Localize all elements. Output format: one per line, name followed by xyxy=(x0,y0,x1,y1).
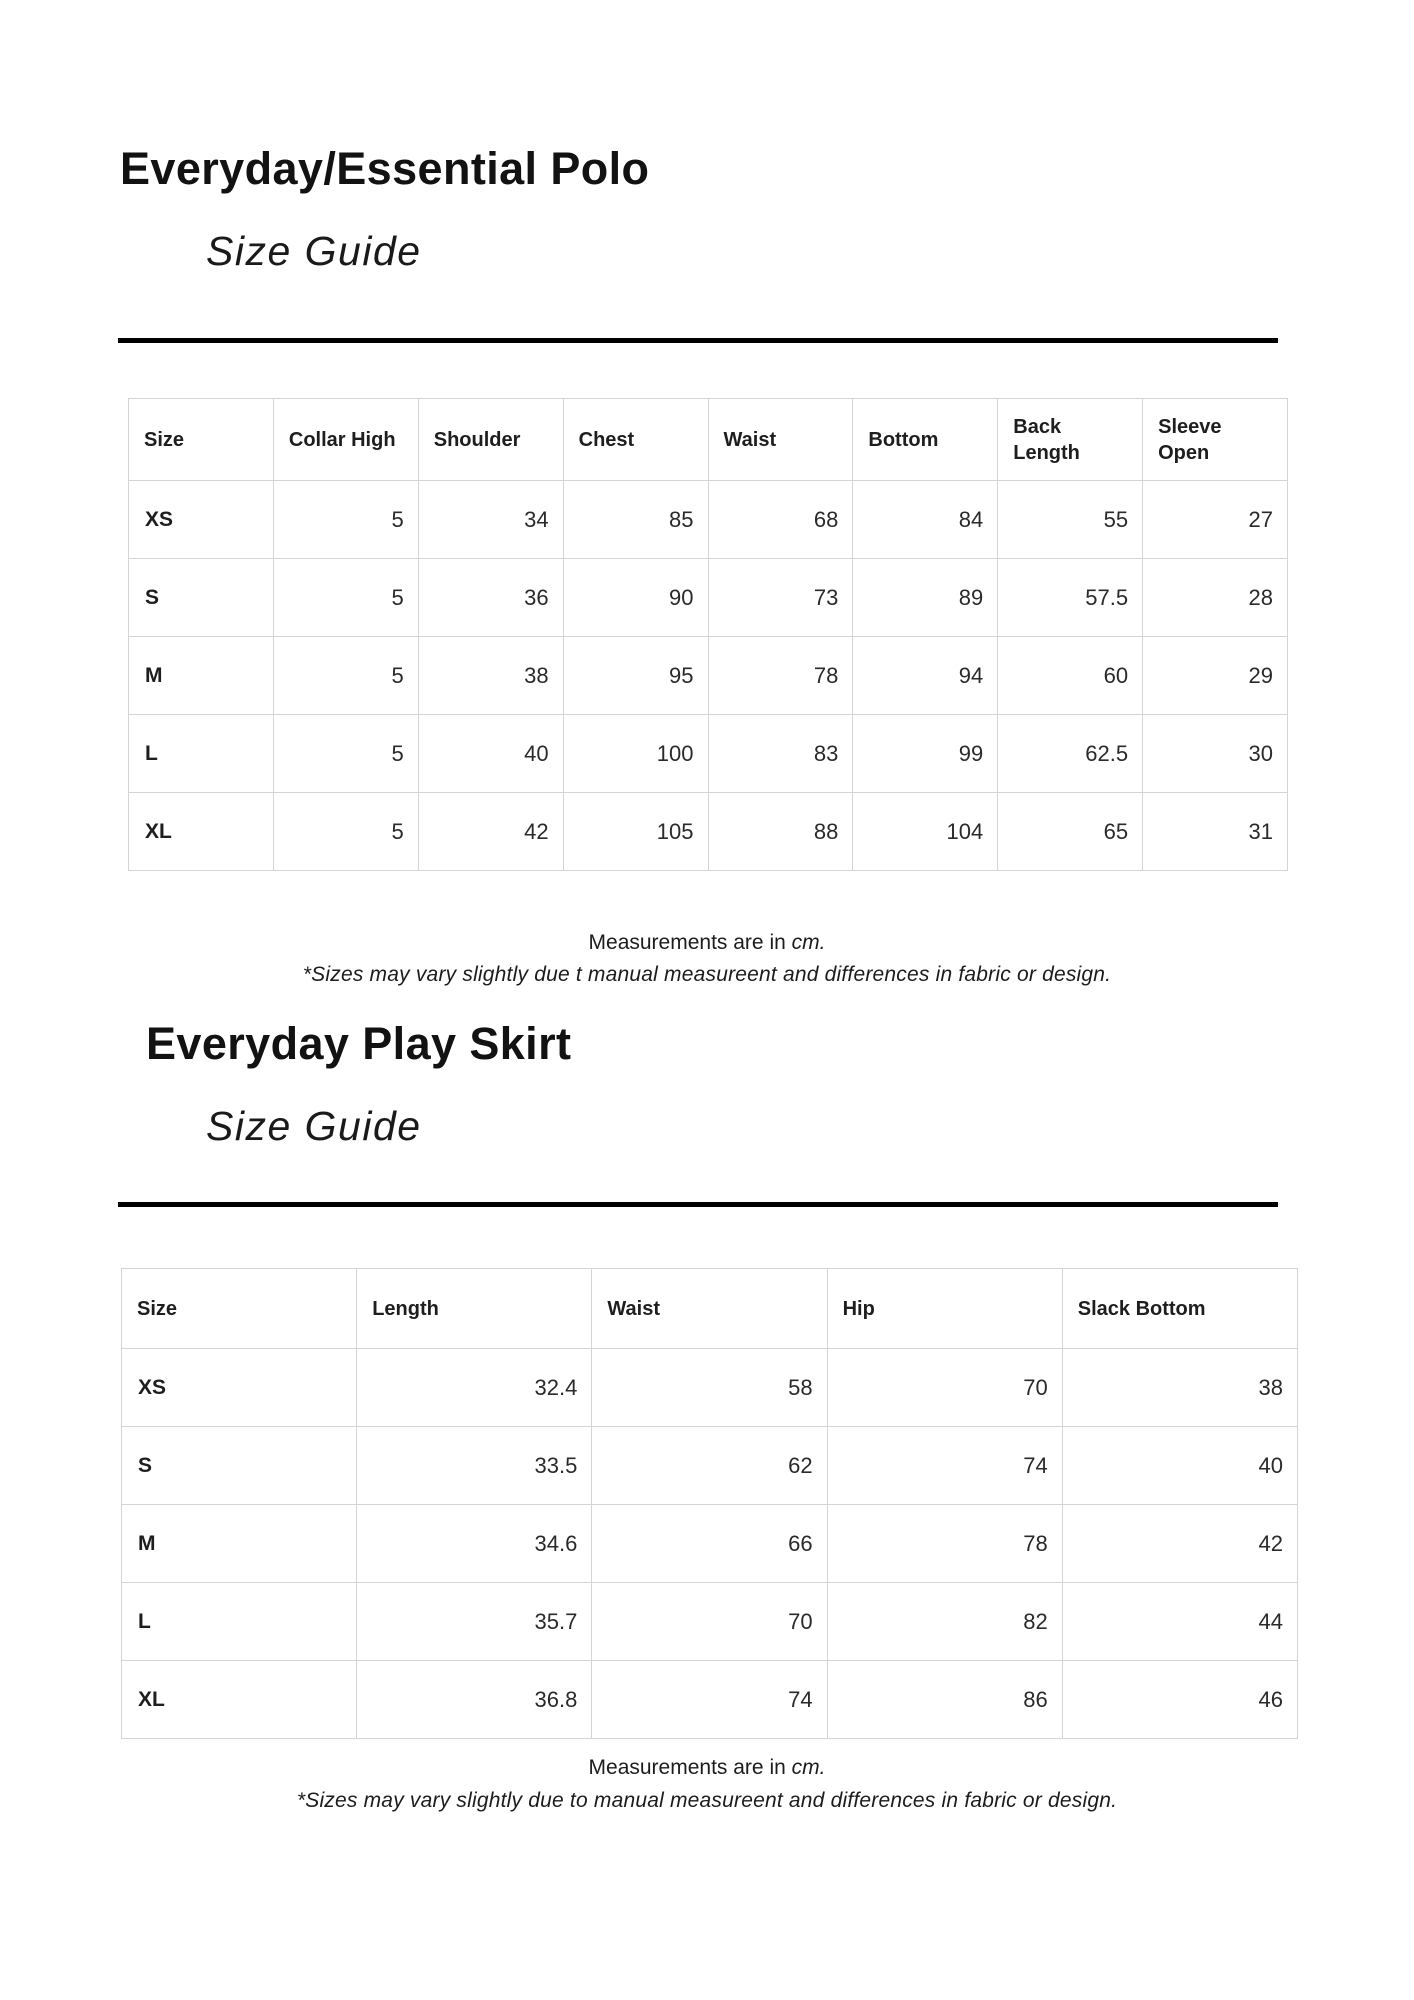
polo-disclaimer-note: *Sizes may vary slightly due t manual measureent and differences in fabric or design. xyxy=(302,963,1112,986)
table-row-l xyxy=(129,715,1288,793)
value-cell: 88 xyxy=(708,793,853,871)
column-header-waist: Waist xyxy=(592,1269,827,1349)
table-row-l xyxy=(122,1583,1298,1661)
value-cell: 46 xyxy=(1062,1661,1297,1739)
value-cell: 85 xyxy=(563,481,708,559)
column-header-size: Size xyxy=(129,399,274,481)
value-cell: 68 xyxy=(708,481,853,559)
size-cell: S xyxy=(129,559,274,637)
size-cell: L xyxy=(122,1583,357,1661)
polo-size-table xyxy=(128,398,1288,871)
value-cell: 73 xyxy=(708,559,853,637)
column-header-slack-bottom: Slack Bottom xyxy=(1062,1269,1297,1349)
note-text: Measurements are in xyxy=(588,1756,792,1779)
value-cell: 62 xyxy=(592,1427,827,1505)
value-cell: 78 xyxy=(708,637,853,715)
value-cell: 36 xyxy=(418,559,563,637)
value-cell: 28 xyxy=(1143,559,1288,637)
column-header-sleeve-open: Sleeve Open xyxy=(1143,399,1288,481)
value-cell: 34 xyxy=(418,481,563,559)
value-cell: 99 xyxy=(853,715,998,793)
column-header-chest: Chest xyxy=(563,399,708,481)
note-unit: cm. xyxy=(791,931,826,954)
table-row-xl xyxy=(122,1661,1298,1739)
size-cell: XL xyxy=(129,793,274,871)
value-cell: 40 xyxy=(1062,1427,1297,1505)
value-cell: 38 xyxy=(418,637,563,715)
note-unit: cm. xyxy=(791,1756,826,1779)
value-cell: 65 xyxy=(998,793,1143,871)
value-cell: 55 xyxy=(998,481,1143,559)
column-header-collar-high: Collar High xyxy=(273,399,418,481)
value-cell: 40 xyxy=(418,715,563,793)
value-cell: 32.4 xyxy=(357,1349,592,1427)
column-header-hip: Hip xyxy=(827,1269,1062,1349)
value-cell: 58 xyxy=(592,1349,827,1427)
column-header-shoulder: Shoulder xyxy=(418,399,563,481)
value-cell: 74 xyxy=(827,1427,1062,1505)
size-cell: XS xyxy=(129,481,274,559)
value-cell: 5 xyxy=(273,715,418,793)
value-cell: 30 xyxy=(1143,715,1288,793)
size-cell: S xyxy=(122,1427,357,1505)
value-cell: 36.8 xyxy=(357,1661,592,1739)
divider-line xyxy=(118,1202,1278,1207)
value-cell: 42 xyxy=(1062,1505,1297,1583)
table-row-xs xyxy=(129,481,1288,559)
column-header-back-length: Back Length xyxy=(998,399,1143,481)
table-row-m xyxy=(122,1505,1298,1583)
value-cell: 89 xyxy=(853,559,998,637)
value-cell: 70 xyxy=(827,1349,1062,1427)
skirt-disclaimer-note: *Sizes may vary slightly due to manual measureent and differences in fabric or design. xyxy=(296,1789,1118,1812)
value-cell: 5 xyxy=(273,559,418,637)
table-row-m xyxy=(129,637,1288,715)
value-cell: 42 xyxy=(418,793,563,871)
value-cell: 82 xyxy=(827,1583,1062,1661)
table-row-xl xyxy=(129,793,1288,871)
value-cell: 86 xyxy=(827,1661,1062,1739)
value-cell: 100 xyxy=(563,715,708,793)
column-header-waist: Waist xyxy=(708,399,853,481)
value-cell: 33.5 xyxy=(357,1427,592,1505)
value-cell: 70 xyxy=(592,1583,827,1661)
polo-header-row xyxy=(129,399,1288,481)
value-cell: 90 xyxy=(563,559,708,637)
value-cell: 94 xyxy=(853,637,998,715)
skirt-section-subtitle: Size Guide xyxy=(206,1103,422,1149)
value-cell: 83 xyxy=(708,715,853,793)
value-cell: 62.5 xyxy=(998,715,1143,793)
skirt-measurements-note xyxy=(0,1756,1414,1780)
value-cell: 35.7 xyxy=(357,1583,592,1661)
value-cell: 31 xyxy=(1143,793,1288,871)
value-cell: 38 xyxy=(1062,1349,1297,1427)
table-row-s xyxy=(129,559,1288,637)
skirt-section-title: Everyday Play Skirt xyxy=(146,1018,572,1069)
value-cell: 27 xyxy=(1143,481,1288,559)
size-cell: M xyxy=(129,637,274,715)
size-cell: M xyxy=(122,1505,357,1583)
value-cell: 29 xyxy=(1143,637,1288,715)
polo-section-title: Everyday/Essential Polo xyxy=(120,143,650,194)
value-cell: 105 xyxy=(563,793,708,871)
note-text: Measurements are in xyxy=(588,931,792,954)
value-cell: 44 xyxy=(1062,1583,1297,1661)
value-cell: 74 xyxy=(592,1661,827,1739)
column-header-length: Length xyxy=(357,1269,592,1349)
size-cell: XS xyxy=(122,1349,357,1427)
size-cell: XL xyxy=(122,1661,357,1739)
divider-line xyxy=(118,338,1278,343)
size-cell: L xyxy=(129,715,274,793)
skirt-size-table xyxy=(121,1268,1298,1739)
value-cell: 84 xyxy=(853,481,998,559)
value-cell: 104 xyxy=(853,793,998,871)
value-cell: 57.5 xyxy=(998,559,1143,637)
value-cell: 34.6 xyxy=(357,1505,592,1583)
table-row-s xyxy=(122,1427,1298,1505)
column-header-size: Size xyxy=(122,1269,357,1349)
value-cell: 5 xyxy=(273,637,418,715)
skirt-header-row xyxy=(122,1269,1298,1349)
value-cell: 5 xyxy=(273,481,418,559)
value-cell: 60 xyxy=(998,637,1143,715)
value-cell: 5 xyxy=(273,793,418,871)
polo-measurements-note xyxy=(0,931,1414,955)
polo-section-subtitle: Size Guide xyxy=(206,228,422,274)
column-header-bottom: Bottom xyxy=(853,399,998,481)
value-cell: 95 xyxy=(563,637,708,715)
table-row-xs xyxy=(122,1349,1298,1427)
value-cell: 78 xyxy=(827,1505,1062,1583)
value-cell: 66 xyxy=(592,1505,827,1583)
